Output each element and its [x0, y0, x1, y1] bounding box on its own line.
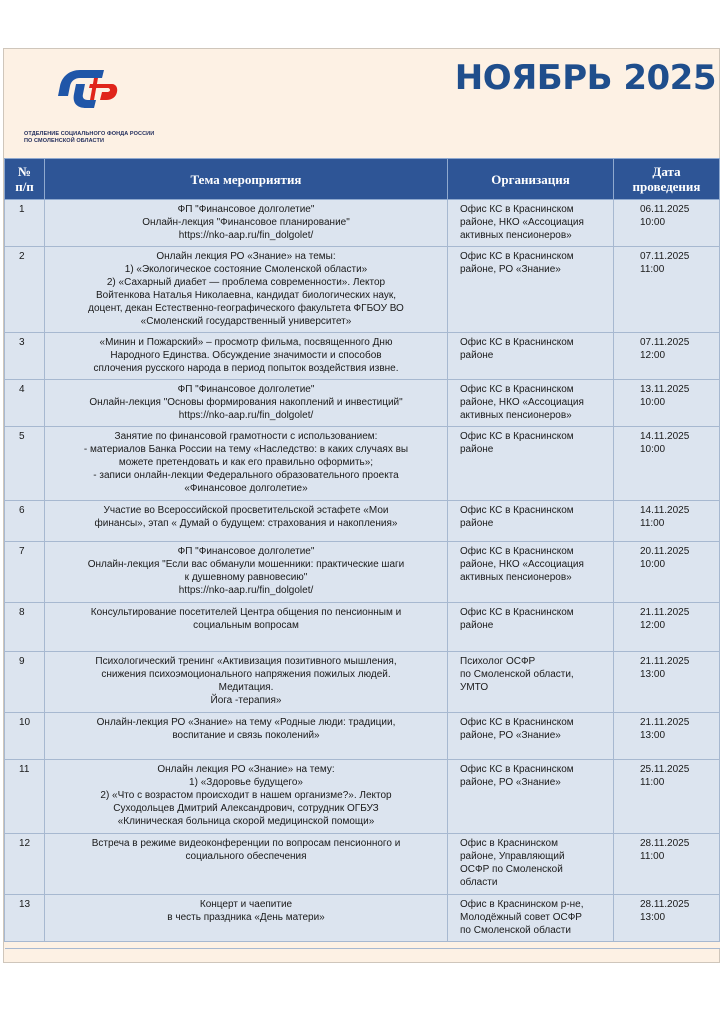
cell-organization: Офис в Краснинском р-не, Молодёжный совет ОСФР по Смоленской области [448, 895, 614, 942]
table-bottom-band-cell [5, 942, 720, 949]
cell-num: 3 [5, 333, 45, 380]
cell-date: 07.11.2025 11:00 [614, 247, 720, 333]
table-header-row [5, 159, 720, 200]
column-header-date: Дата проведения [614, 159, 720, 200]
cell-num: 12 [5, 834, 45, 895]
cell-num: 10 [5, 713, 45, 760]
cell-topic: Онлайн-лекция РО «Знание» на тему «Родные люди: традиции, воспитание и связь поколений» [45, 713, 448, 760]
cell-date: 21.11.2025 13:00 [614, 652, 720, 713]
cell-num: 9 [5, 652, 45, 713]
month-title: НОЯБРЬ 2025 [454, 58, 716, 98]
cell-organization: Офис КС в Краснинском районе, РО «Знание» [448, 713, 614, 760]
cell-num: 2 [5, 247, 45, 333]
table-row [5, 895, 720, 942]
column-header-num: № п/п [5, 159, 45, 200]
org-caption-line1: ОТДЕЛЕНИЕ СОЦИАЛЬНОГО ФОНДА РОССИИ [24, 131, 155, 137]
table-row [5, 247, 720, 333]
cell-date: 25.11.2025 11:00 [614, 760, 720, 834]
sfr-logo-icon [50, 64, 122, 112]
cell-date: 14.11.2025 11:00 [614, 501, 720, 542]
table-row [5, 760, 720, 834]
cell-num: 11 [5, 760, 45, 834]
cell-organization: Офис КС в Краснинском районе, РО «Знание» [448, 247, 614, 333]
cell-organization: Офис КС в Краснинском районе [448, 501, 614, 542]
cell-date: 28.11.2025 13:00 [614, 895, 720, 942]
cell-organization: Офис КС в Краснинском районе [448, 427, 614, 501]
cell-num: 4 [5, 380, 45, 427]
cell-organization: Офис КС в Краснинском районе [448, 333, 614, 380]
cell-date: 21.11.2025 12:00 [614, 603, 720, 652]
cell-date: 28.11.2025 11:00 [614, 834, 720, 895]
table-row [5, 542, 720, 603]
table-row [5, 652, 720, 713]
cell-topic: ФП "Финансовое долголетие" Онлайн-лекция "Если вас обманули мошенники: практические шаги к душевному равновесию" https://nko-aap.ru/fin_dolgolet/ [45, 542, 448, 603]
cell-organization: Психолог ОСФР по Смоленской области, УМТО [448, 652, 614, 713]
cell-num: 13 [5, 895, 45, 942]
cell-organization: Офис КС в Краснинском районе, НКО «Ассоциация активных пенсионеров» [448, 542, 614, 603]
table-row [5, 713, 720, 760]
cell-date: 13.11.2025 10:00 [614, 380, 720, 427]
table-row [5, 427, 720, 501]
column-header-topic: Тема мероприятия [45, 159, 448, 200]
cell-num: 7 [5, 542, 45, 603]
cell-topic: Участие во Всероссийской просветительской эстафете «Мои финансы», этап « Думай о будущем: страхования и накопления» [45, 501, 448, 542]
table-row [5, 200, 720, 247]
cell-date: 07.11.2025 12:00 [614, 333, 720, 380]
cell-topic: Консультирование посетителей Центра общения по пенсионным и социальным вопросам [45, 603, 448, 652]
table-bottom-band [5, 942, 720, 949]
table-row [5, 333, 720, 380]
cell-date: 21.11.2025 13:00 [614, 713, 720, 760]
table-row [5, 501, 720, 542]
column-header-org: Организация [448, 159, 614, 200]
events-table [4, 158, 720, 949]
cell-date: 06.11.2025 10:00 [614, 200, 720, 247]
cell-date: 20.11.2025 10:00 [614, 542, 720, 603]
cell-topic: Занятие по финансовой грамотности с использованием: - материалов Банка России на тему «Наследство: в каких случаях вы можете претендовать и как его правильно оформить»; - записи онлайн-лекции Федерального образовательного проекта «Финансовое долголетие» [45, 427, 448, 501]
cell-organization: Офис КС в Краснинском районе, НКО «Ассоциация активных пенсионеров» [448, 200, 614, 247]
cell-organization: Офис КС в Краснинском районе, НКО «Ассоциация активных пенсионеров» [448, 380, 614, 427]
cell-topic: ФП "Финансовое долголетие" Онлайн-лекция "Финансовое планирование" https://nko-aap.ru/fin_dolgolet/ [45, 200, 448, 247]
cell-topic: Психологический тренинг «Активизация позитивного мышления, снижения психоэмоционального напряжения пожилых людей. Медитация. Йога -терапия» [45, 652, 448, 713]
cell-topic: Онлайн лекция РО «Знание» на тему: 1) «Здоровье будущего» 2) «Что с возрастом происходит в нашем организме?». Лектор Суходольцев Дмитрий Александрович, сотрудник ОГБУЗ «Клиническая больница скорой медицинской помощи» [45, 760, 448, 834]
cell-organization: Офис КС в Краснинском районе, РО «Знание» [448, 760, 614, 834]
org-caption-line2: ПО СМОЛЕНСКОЙ ОБЛАСТИ [24, 138, 105, 144]
cell-date: 14.11.2025 10:00 [614, 427, 720, 501]
org-caption [24, 131, 184, 145]
cell-topic: ФП "Финансовое долголетие" Онлайн-лекция "Основы формирования накоплений и инвестиций" https://nko-aap.ru/fin_dolgolet/ [45, 380, 448, 427]
table-row [5, 603, 720, 652]
cell-topic: Встреча в режиме видеоконференции по вопросам пенсионного и социального обеспечения [45, 834, 448, 895]
cell-organization: Офис КС в Краснинском районе [448, 603, 614, 652]
cell-topic: Концерт и чаепитие в честь праздника «День матери» [45, 895, 448, 942]
cell-num: 8 [5, 603, 45, 652]
table-row [5, 834, 720, 895]
cell-topic: «Минин и Пожарский» – просмотр фильма, посвященного Дню Народного Единства. Обсуждение значимости и способов сплочения русского народа в период попыток воздействия извне. [45, 333, 448, 380]
cell-num: 6 [5, 501, 45, 542]
cell-num: 1 [5, 200, 45, 247]
table-row [5, 380, 720, 427]
cell-num: 5 [5, 427, 45, 501]
cell-organization: Офис в Краснинском районе, Управляющий ОСФР по Смоленской области [448, 834, 614, 895]
cell-topic: Онлайн лекция РО «Знание» на темы: 1) «Экологическое состояние Смоленской области» 2) «Сахарный диабет — проблема современности». Лектор Войтенкова Наталья Николаевна, кандидат биологических наук, доцент, декан Естественно-географического факультета ФГБОУ ВО «Смоленский государственный университет» [45, 247, 448, 333]
